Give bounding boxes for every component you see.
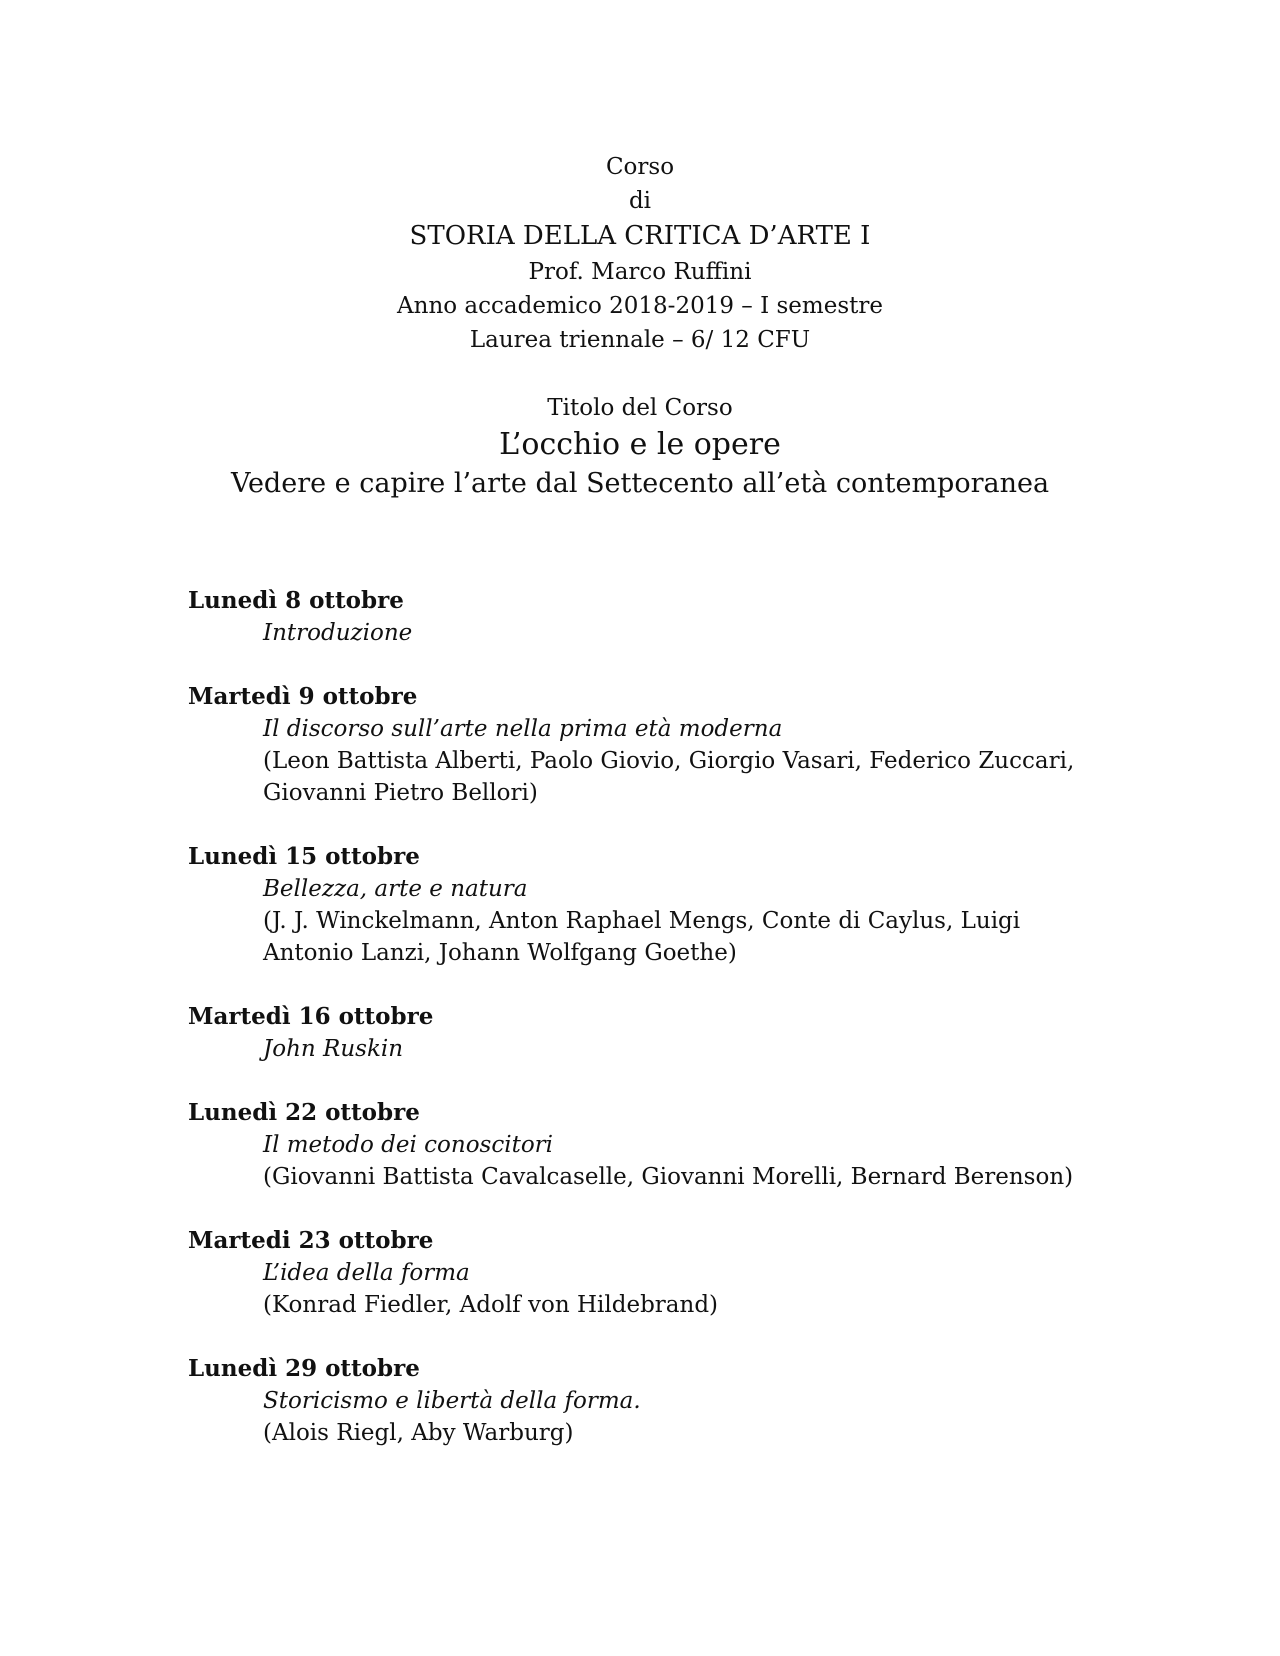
lecture-date: Lunedì 29 ottobre	[188, 1355, 420, 1382]
lecture-schedule	[188, 585, 1208, 1481]
degree-credits: Laurea triennale – 6/ 12 CFU	[469, 327, 811, 353]
academic-year: Anno accademico 2018-2019 – I semestre	[397, 293, 883, 319]
schedule-entry	[188, 681, 1208, 809]
lecture-topic: John Ruskin	[263, 1036, 404, 1062]
lecture-date: Lunedì 15 ottobre	[188, 843, 420, 870]
professor-name: Prof. Marco Ruffini	[528, 259, 752, 285]
course-title: L’occhio e le opere	[499, 427, 781, 462]
course-header	[0, 150, 1280, 503]
header-spacer	[0, 357, 1280, 391]
lecture-authors: Antonio Lanzi, Johann Wolfgang Goethe)	[263, 940, 737, 966]
schedule-entry	[188, 585, 1208, 649]
course-name: STORIA DELLA CRITICA D’ARTE I	[409, 221, 871, 251]
schedule-entry	[188, 1225, 1208, 1321]
lecture-authors: (Leon Battista Alberti, Paolo Giovio, Giorgio Vasari, Federico Zuccari,	[263, 748, 1075, 774]
lecture-topic: Storicismo e libertà della forma.	[263, 1388, 641, 1414]
schedule-entry	[188, 1001, 1208, 1065]
header-of-word: di	[628, 188, 652, 214]
lecture-date: Martedi 23 ottobre	[188, 1227, 434, 1254]
lecture-date: Lunedì 8 ottobre	[188, 587, 404, 614]
lecture-topic: Il metodo dei conoscitori	[263, 1132, 554, 1158]
lecture-date: Martedì 9 ottobre	[188, 683, 418, 710]
lecture-topic: Il discorso sull’arte nella prima età moderna	[263, 716, 783, 742]
course-title-label: Titolo del Corso	[547, 395, 733, 421]
lecture-date: Lunedì 22 ottobre	[188, 1099, 420, 1126]
course-subtitle: Vedere e capire l’arte dal Settecento all’età contemporanea	[230, 468, 1050, 499]
lecture-authors: (Giovanni Battista Cavalcaselle, Giovanni Morelli, Bernard Berenson)	[263, 1164, 1074, 1190]
lecture-topic: L’idea della forma	[263, 1260, 470, 1286]
lecture-authors: Giovanni Pietro Bellori)	[263, 780, 538, 806]
schedule-entry	[188, 1353, 1208, 1449]
lecture-topic: Bellezza, arte e natura	[263, 876, 528, 902]
header-course-word: Corso	[605, 154, 675, 180]
schedule-entry	[188, 841, 1208, 969]
lecture-authors: (J. J. Winckelmann, Anton Raphael Mengs, Conte di Caylus, Luigi	[263, 908, 1021, 934]
lecture-authors: (Alois Riegl, Aby Warburg)	[263, 1420, 574, 1446]
lecture-authors: (Konrad Fiedler, Adolf von Hildebrand)	[263, 1292, 719, 1318]
lecture-date: Martedì 16 ottobre	[188, 1003, 434, 1030]
schedule-entry	[188, 1097, 1208, 1193]
lecture-topic: Introduzione	[263, 620, 413, 646]
